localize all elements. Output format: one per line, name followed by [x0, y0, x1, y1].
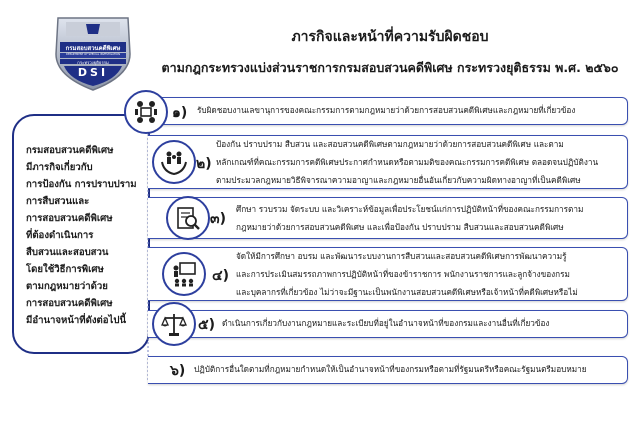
- page-subtitle: ตามกฎกระทรวงแบ่งส่วนราชการกรมสอบสวนคดีพิเศษ กระทรวงยุติธรรม พ.ศ. ๒๕๖๐: [161, 60, 619, 75]
- mission-line: การสอบสวนคดีพิเศษ: [26, 298, 113, 309]
- duty-text-1: [197, 101, 575, 119]
- mission-line: การสืบสวนและ: [26, 196, 90, 207]
- meeting-table-icon: [132, 98, 160, 126]
- duty-text-6: [194, 360, 587, 378]
- protect-people-icon: [160, 148, 188, 176]
- duty-line: ดำเนินการเกี่ยวกับงานกฎหมายและระเบียบที่อยู่ในอำนาจหน้าที่ของกรมและงานอื่นที่เกี่ยวข้อง: [222, 318, 550, 328]
- duty-number-2: ๒): [196, 156, 212, 172]
- logo-name: กรมสอบสวนคดีพิเศษ: [65, 45, 121, 52]
- duty-line: กฎหมายว่าด้วยการสอบสวนคดีพิเศษ และเพื่อป้องกัน ปราบปราม สืบสวนและสอบสวนคดีพิเศษ: [236, 222, 564, 232]
- duty-line: ตามประมวลกฎหมายวิธีพิจารณาความอาญาและกฎหมายอื่นอันเกี่ยวกับความผิดทางอาญาที่เป็นคดีพิเศษ: [216, 175, 581, 185]
- justice-scale-icon: [160, 310, 188, 338]
- duty-icon-circle-3: [166, 196, 210, 240]
- duty-number-5: ๕): [198, 317, 215, 333]
- duty-icon-circle-5: [152, 302, 196, 346]
- duty-icon-circle-4: [162, 252, 206, 296]
- training-presentation-icon: [170, 260, 198, 288]
- mission-line: การสอบสวนคดีพิเศษ: [26, 213, 113, 224]
- duty-number-1: ๑): [172, 105, 188, 121]
- duty-number-4: ๔): [212, 268, 229, 284]
- dsi-logo: [50, 14, 136, 92]
- research-document-icon: [174, 204, 202, 232]
- page-title: ภารกิจและหน้าที่ความรับผิดชอบ: [291, 29, 489, 45]
- mission-line: สืบสวนและสอบสวน: [26, 247, 109, 258]
- duty-line: และบุคลากรที่เกี่ยวข้อง ไม่ว่าจะมีฐานะเป็นพนักงานสอบสวนคดีพิเศษหรือเจ้าหน้าที่คดีพิเศษหรือไม่: [236, 287, 578, 297]
- mission-summary-box: [12, 114, 150, 354]
- logo-english-name: DEPARTMENT OF SPECIAL INVESTIGATION: [65, 53, 121, 56]
- logo-ministry: กระทรวงยุติธรรม: [77, 59, 109, 65]
- mission-line: ที่ต้องดำเนินการ: [26, 230, 94, 241]
- mission-line: การป้องกัน การปราบปราม: [26, 179, 137, 190]
- duty-line: และการประเมินสมรรถภาพการปฏิบัติหน้าที่ของข้าราชการ พนักงานราชการและลูกจ้างของกรม: [236, 269, 570, 279]
- duty-line: ศึกษา รวบรวม จัดระบบ และวิเคราะห์ข้อมูลเพื่อประโยชน์แก่การปฏิบัติหน้าที่ของคณะกรรมการตาม: [236, 204, 584, 214]
- logo-acronym: DSI: [77, 66, 109, 79]
- duty-text-2: [216, 135, 598, 189]
- duty-line: ป้องกัน ปราบปราม สืบสวน และสอบสวนคดีพิเศษตามกฎหมายว่าด้วยการสอบสวนคดีพิเศษ และตาม: [216, 139, 564, 149]
- duty-text-4: [236, 247, 578, 301]
- duty-line: ปฏิบัติการอื่นใดตามที่กฎหมายกำหนดให้เป็นอำนาจหน้าที่ของกรมหรือตามที่รัฐมนตรีหรือคณะรัฐมนตรีมอบหมาย: [194, 364, 587, 374]
- duty-line: รับผิดชอบงานเลขานุการของคณะกรรมการตามกฎหมายว่าด้วยการสอบสวนคดีพิเศษและกฎหมายที่เกี่ยวข้อง: [197, 105, 576, 115]
- duty-line: จัดให้มีการศึกษา อบรม และพัฒนาระบบงานการสืบสวนและสอบสวนคดีพิเศษการพัฒนาความรู้: [236, 251, 567, 261]
- duty-text-5: [222, 314, 549, 332]
- duty-icon-circle-2: [152, 140, 196, 184]
- mission-line: มีอำนาจหน้าที่ดังต่อไปนี้: [26, 315, 127, 326]
- duty-icon-circle-1: [124, 90, 168, 134]
- duty-text-3: [236, 200, 583, 236]
- mission-line: มีภารกิจเกี่ยวกับ: [26, 162, 93, 173]
- mission-line: ตามกฎหมายว่าด้วย: [26, 281, 108, 292]
- mission-line: กรมสอบสวนคดีพิเศษ: [26, 145, 114, 156]
- duty-line: หลักเกณฑ์ที่คณะกรรมการคดีพิเศษประกาศกำหนดหรือตามมติของคณะกรรมการคดีพิเศษ ตลอดจนปฏิบัติงาน: [216, 157, 599, 167]
- duty-number-3: ๓): [210, 211, 226, 227]
- duty-number-6: ๖): [170, 363, 186, 379]
- mission-line: โดยใช้วิธีการพิเศษ: [26, 264, 104, 275]
